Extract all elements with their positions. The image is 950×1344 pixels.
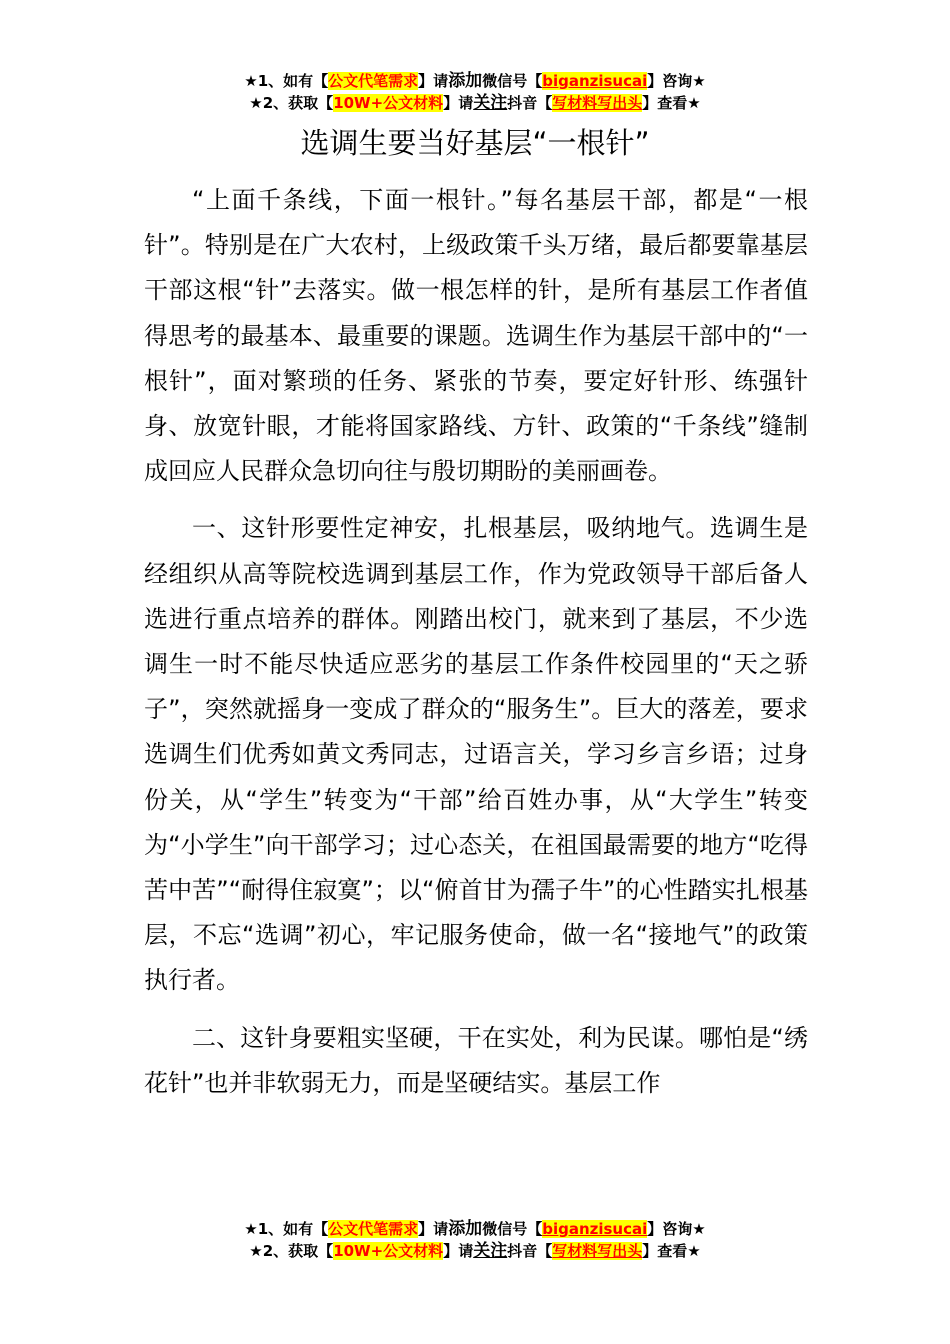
banner-text: ★2、获取【 <box>249 94 334 112</box>
banner-text: 】咨询★ <box>647 72 706 90</box>
banner-text: 微信号【 <box>482 1220 543 1238</box>
highlight-service: 公文代笔需求 <box>328 1220 419 1238</box>
document-body <box>144 178 808 1118</box>
highlight-douyin-account: 写材料写出头 <box>552 94 643 112</box>
paragraph-section-1: 一、这针形要性定神安，扎根基层，吸纳地气。选调生是经组织从高等院校选调到基层工作，作为党政领导干部后备人选进行重点培养的群体。刚踏出校门，就来到了基层，不少选调生一时不能尽快适应恶劣的基层工作条件校园里的“天之骄子”，突然就摇身一变成了群众的“服务生”。巨大的落差，要求选调生们优秀如黄文秀同志，过语言关，学习乡言乡语；过身份关，从“学生”转变为“干部”给百姓办事，从“大学生”转变为“小学生”向干部学习；过心态关，在祖国最需要的地方“吃得苦中苦”“耐得住寂寞”；以“俯首甘为孺子牛”的心性踏实扎根基层，不忘“选调”初心，牢记服务使命，做一名“接地气”的政策执行者。 <box>144 514 808 995</box>
highlight-wechat-id: biganzisucai <box>542 72 648 90</box>
paragraph-section-2: 二、这针身要粗实坚硬，干在实处，利为民谋。哪怕是“绣花针”也并非软弱无力，而是坚硬结实。基层工作 <box>144 1023 808 1097</box>
banner-text: 】请 <box>418 72 449 90</box>
banner-emphasis: 添加 <box>448 1219 483 1239</box>
highlight-materials: 10W+公文材料 <box>333 1242 444 1260</box>
banner-emphasis: 添加 <box>448 71 483 91</box>
banner-text: 】查看★ <box>642 1242 701 1260</box>
footer-banner <box>0 1218 950 1262</box>
banner-text: ★2、获取【 <box>249 1242 334 1260</box>
paragraph-intro: “上面千条线，下面一根针。”每名基层干部，都是“一根针”。特别是在广大农村，上级政策千头万绪，最后都要靠基层干部这根“针”去落实。做一根怎样的针，是所有基层工作者值得思考的最基本、最重要的课题。选调生作为基层干部中的“一根针”，面对繁琐的任务、紧张的节奏，要定好针形、练强针身、放宽针眼，才能将国家路线、方针、政策的“千条线”缝制成回应人民群众急切向往与殷切期盼的美丽画卷。 <box>144 186 808 486</box>
banner-text: 微信号【 <box>482 72 543 90</box>
banner-text: 抖音【 <box>507 1242 553 1260</box>
banner-text: 】查看★ <box>642 94 701 112</box>
banner-emphasis: 关注 <box>473 1241 508 1261</box>
banner-text: 抖音【 <box>507 94 553 112</box>
banner-line-2 <box>0 92 950 114</box>
highlight-service: 公文代笔需求 <box>328 72 419 90</box>
banner-text: 】请 <box>443 94 474 112</box>
banner-text: 】请 <box>443 1242 474 1260</box>
banner-line-2 <box>0 1240 950 1262</box>
highlight-douyin-account: 写材料写出头 <box>552 1242 643 1260</box>
highlight-materials: 10W+公文材料 <box>333 94 444 112</box>
document-title: 选调生要当好基层“一根针” <box>300 126 650 160</box>
highlight-wechat-id: biganzisucai <box>542 1220 648 1238</box>
banner-line-1 <box>0 1218 950 1240</box>
banner-text: ★1、如有【 <box>244 72 329 90</box>
banner-text: ★1、如有【 <box>244 1220 329 1238</box>
banner-text: 】咨询★ <box>647 1220 706 1238</box>
banner-line-1 <box>0 70 950 92</box>
banner-text: 】请 <box>418 1220 449 1238</box>
banner-emphasis: 关注 <box>473 93 508 113</box>
header-banner <box>0 70 950 114</box>
